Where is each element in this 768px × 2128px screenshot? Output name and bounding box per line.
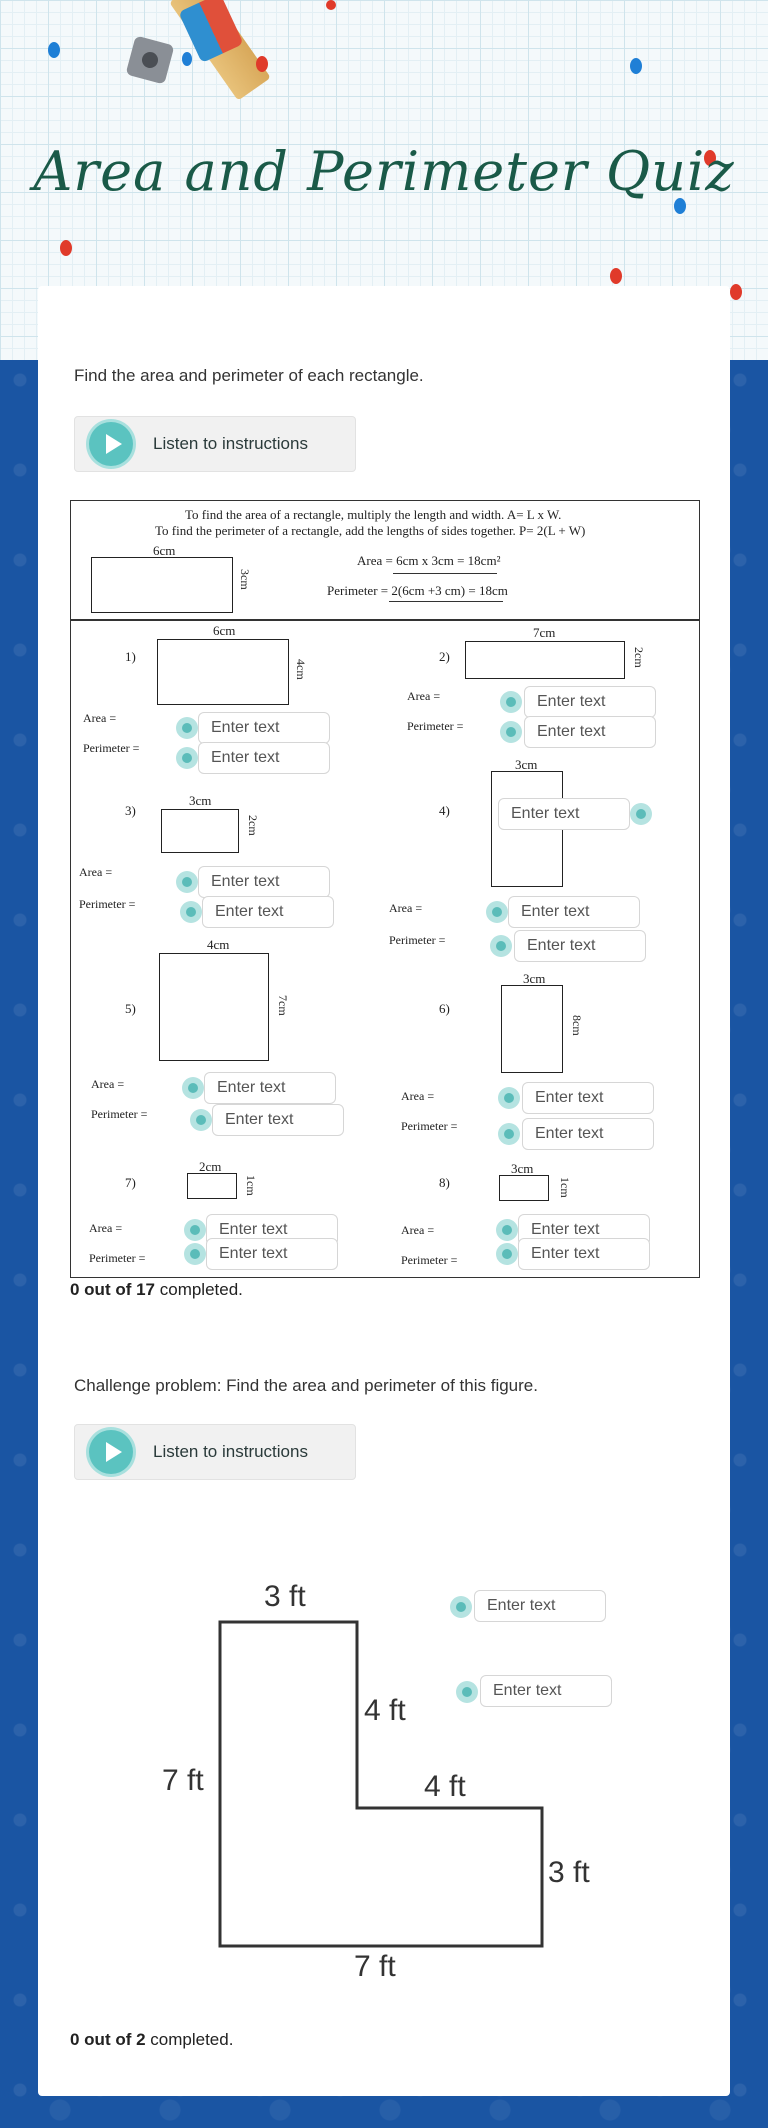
field-bullet-icon xyxy=(498,1087,520,1109)
answer-7-area[interactable]: Enter text xyxy=(206,1214,338,1246)
answer-6-area[interactable]: Enter text xyxy=(522,1082,654,1114)
area-label: Area = xyxy=(89,1221,123,1235)
answer-2-area[interactable]: Enter text xyxy=(524,686,656,718)
field-bullet-icon xyxy=(630,803,652,825)
page-title: Area and Perimeter Quiz xyxy=(33,140,735,203)
area-label: Area = xyxy=(401,1223,435,1237)
confetti-dot xyxy=(256,56,268,72)
example-rectangle xyxy=(91,557,233,613)
answer-1-perimeter[interactable]: Enter text xyxy=(198,742,330,774)
perimeter-rule: To find the perimeter of a rectangle, add the lengths of sides together. P= 2(L + W) xyxy=(155,523,586,538)
field-bullet-icon xyxy=(176,871,198,893)
section1-completed-suffix: completed. xyxy=(155,1280,243,1299)
problem-width: 4cm xyxy=(294,659,308,680)
field-bullet-icon xyxy=(180,901,202,923)
problem-width: 7cm xyxy=(276,995,290,1016)
answer-1-area[interactable]: Enter text xyxy=(198,712,330,744)
challenge-perimeter-field[interactable]: Enter text xyxy=(480,1675,612,1707)
figure-left-label: 7 ft xyxy=(162,1764,204,1797)
problem-number: 2) xyxy=(439,649,450,664)
area-rule: To find the area of a rectangle, multiply the length and width. A= L x W. xyxy=(185,507,562,522)
section1-instructions: Find the area and perimeter of each rectangle. xyxy=(74,366,424,385)
problem-number: 4) xyxy=(439,803,450,818)
field-bullet-icon xyxy=(500,721,522,743)
example-width: 3cm xyxy=(238,569,252,590)
perimeter-label: Perimeter = xyxy=(407,719,464,733)
play-icon xyxy=(89,422,133,466)
answer-4-area[interactable]: Enter text xyxy=(498,798,630,830)
example-length: 6cm xyxy=(153,543,176,558)
underline xyxy=(393,573,497,574)
section2-completed-count: 0 out of 2 xyxy=(70,2030,146,2049)
worksheet-image xyxy=(70,500,700,1278)
confetti-dot xyxy=(182,52,192,66)
perimeter-label: Perimeter = xyxy=(401,1253,458,1267)
figure-right-label: 3 ft xyxy=(548,1856,590,1889)
perimeter-label: Perimeter = xyxy=(401,1119,458,1133)
answer-5-area[interactable]: Enter text xyxy=(204,1072,336,1104)
figure-top-label: 3 ft xyxy=(264,1580,306,1613)
problem-rectangle xyxy=(159,953,269,1061)
example-perimeter: Perimeter = 2(6cm +3 cm) = 18cm xyxy=(327,583,508,598)
section2-completed-suffix: completed. xyxy=(145,2030,234,2049)
listen-button[interactable] xyxy=(74,1424,356,1480)
field-bullet-icon xyxy=(456,1681,478,1703)
problem-number: 7) xyxy=(125,1175,136,1190)
perimeter-label: Perimeter = xyxy=(91,1107,148,1121)
area-label: Area = xyxy=(389,901,423,915)
problem-number: 8) xyxy=(439,1175,450,1190)
figure-inner-vertical-label: 4 ft xyxy=(364,1694,406,1727)
field-bullet-icon xyxy=(486,901,508,923)
example-area: Area = 6cm x 3cm = 18cm² xyxy=(357,553,501,568)
field-bullet-icon xyxy=(496,1243,518,1265)
section2-progress xyxy=(70,2030,233,2050)
problem-length: 3cm xyxy=(189,793,212,808)
field-bullet-icon xyxy=(496,1219,518,1241)
perimeter-label: Perimeter = xyxy=(89,1251,146,1265)
listen-button[interactable] xyxy=(74,416,356,472)
field-bullet-icon xyxy=(490,935,512,957)
field-bullet-icon xyxy=(500,691,522,713)
challenge-area-field[interactable]: Enter text xyxy=(474,1590,606,1622)
field-bullet-icon xyxy=(190,1109,212,1131)
confetti-dot xyxy=(326,0,336,10)
answer-7-perimeter[interactable]: Enter text xyxy=(206,1238,338,1270)
problem-rectangle xyxy=(465,641,625,679)
problem-length: 4cm xyxy=(207,937,230,952)
problem-rectangle xyxy=(157,639,289,705)
problem-width: 2cm xyxy=(632,647,646,668)
problem-width: 2cm xyxy=(246,815,260,836)
field-bullet-icon xyxy=(176,747,198,769)
confetti-dot xyxy=(630,58,642,74)
confetti-dot xyxy=(730,284,742,300)
confetti-dot xyxy=(48,42,60,58)
problem-number: 1) xyxy=(125,649,136,664)
figure-inner-horizontal-label: 4 ft xyxy=(424,1770,466,1803)
problem-length: 7cm xyxy=(533,625,556,640)
play-icon xyxy=(89,1430,133,1474)
problem-width: 8cm xyxy=(570,1015,584,1036)
perimeter-label: Perimeter = xyxy=(83,741,140,755)
section2-instructions: Challenge problem: Find the area and perimeter of this figure. xyxy=(74,1376,538,1395)
field-bullet-icon xyxy=(182,1077,204,1099)
problem-length: 6cm xyxy=(213,623,236,638)
answer-6-perimeter[interactable]: Enter text xyxy=(522,1118,654,1150)
section1-completed-count: 0 out of 17 xyxy=(70,1280,156,1299)
answer-5-perimeter[interactable]: Enter text xyxy=(212,1104,344,1136)
problem-width: 1cm xyxy=(558,1177,572,1198)
area-label: Area = xyxy=(407,689,441,703)
confetti-dot xyxy=(610,268,622,284)
problem-length: 3cm xyxy=(523,971,546,986)
area-label: Area = xyxy=(83,711,117,725)
problem-length: 3cm xyxy=(511,1161,534,1176)
answer-2-perimeter[interactable]: Enter text xyxy=(524,716,656,748)
answer-4-extra[interactable]: Enter text xyxy=(514,930,646,962)
field-bullet-icon xyxy=(184,1243,206,1265)
perimeter-label: Perimeter = xyxy=(389,933,446,947)
answer-4-perimeter[interactable]: Enter text xyxy=(508,896,640,928)
answer-3-perimeter[interactable]: Enter text xyxy=(202,896,334,928)
worksheet-divider xyxy=(71,619,699,621)
answer-8-perimeter[interactable]: Enter text xyxy=(518,1238,650,1270)
area-label: Area = xyxy=(79,865,113,879)
problem-rectangle xyxy=(187,1173,237,1199)
problem-width: 1cm xyxy=(244,1175,258,1196)
problem-length: 2cm xyxy=(199,1159,222,1174)
listen-label: Listen to instructions xyxy=(153,1442,308,1461)
perimeter-label: Perimeter = xyxy=(79,897,136,911)
problem-number: 5) xyxy=(125,1001,136,1016)
problem-number: 3) xyxy=(125,803,136,818)
area-label: Area = xyxy=(91,1077,125,1091)
problem-length: 3cm xyxy=(515,757,538,772)
field-bullet-icon xyxy=(184,1219,206,1241)
area-label: Area = xyxy=(401,1089,435,1103)
figure-bottom-label: 7 ft xyxy=(354,1950,396,1983)
field-bullet-icon xyxy=(498,1123,520,1145)
confetti-dot xyxy=(60,240,72,256)
problem-number: 6) xyxy=(439,1001,450,1016)
answer-3-area[interactable]: Enter text xyxy=(198,866,330,898)
answer-8-area[interactable]: Enter text xyxy=(518,1214,650,1246)
field-bullet-icon xyxy=(176,717,198,739)
problem-rectangle xyxy=(501,985,563,1073)
listen-label: Listen to instructions xyxy=(153,434,308,453)
section1-progress xyxy=(70,1280,243,1300)
field-bullet-icon xyxy=(450,1596,472,1618)
problem-rectangle xyxy=(499,1175,549,1201)
underline xyxy=(389,601,503,602)
problem-rectangle xyxy=(161,809,239,853)
